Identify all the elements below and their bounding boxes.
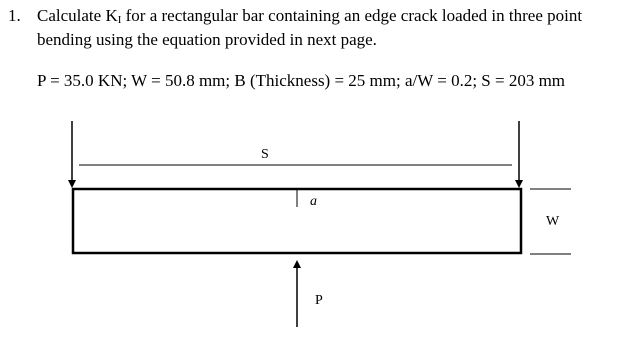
load-label: P [315,293,323,308]
crack-length-label: a [310,194,317,209]
question-text-rest: for a rectangular bar containing an edge crack loaded in three point [121,6,583,25]
stress-intensity-subscript: I [117,14,122,26]
given-parameters: P = 35.0 KN; W = 50.8 mm; B (Thickness) = 25 mm; a/W = 0.2; S = 203 mm [37,71,566,90]
span-label: S [261,147,269,162]
question-text-line2: bending using the equation provided in next page. [37,30,377,49]
width-label: W [546,214,560,229]
question-text-start: Calculate K [37,6,118,25]
question-number: 1. [8,6,21,25]
